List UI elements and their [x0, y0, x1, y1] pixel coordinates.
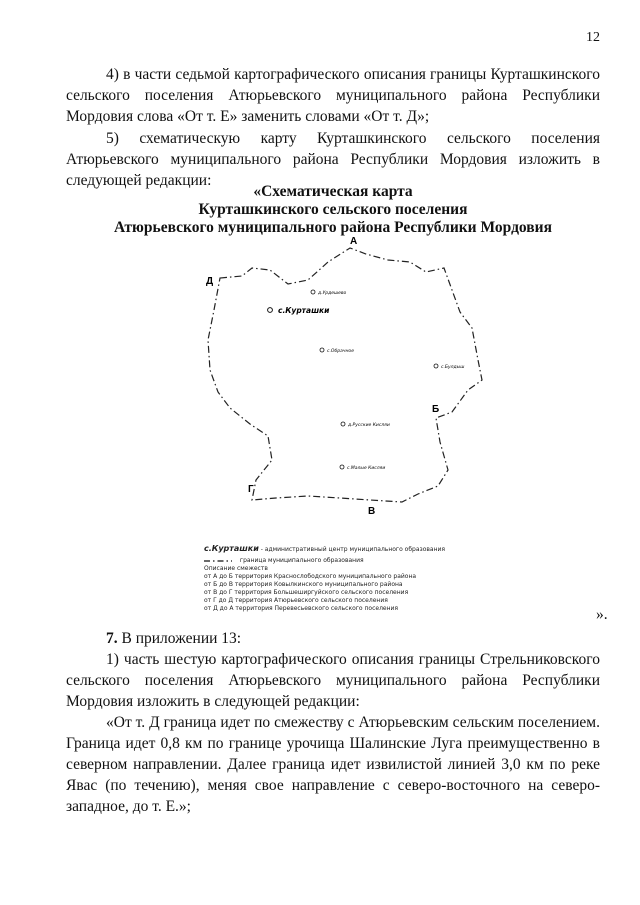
map-legend: [204, 545, 494, 613]
settlement-label: с.Малые Кисляи: [347, 466, 386, 471]
legend-center-desc: - административный центр муниципального образования: [258, 546, 446, 553]
boundary-symbol-icon: [204, 558, 232, 564]
settlement-marker: [340, 465, 344, 469]
legend-adjacency-item: от А до Б территория Краснослободского муниципального района: [204, 573, 417, 580]
point-g: Г: [248, 484, 254, 495]
section-7-title: В приложении 13:: [117, 630, 242, 647]
admin-center-icon: [268, 308, 273, 313]
legend-boundary-desc: граница муниципального образования: [239, 557, 364, 564]
page-number: 12: [586, 30, 600, 45]
settlement-label: д.Русские Кисляи: [348, 423, 390, 428]
map-title-line-3: Атюрьевского муниципального района Республики Мордовия: [114, 219, 552, 236]
settlement-marker: [341, 422, 345, 426]
closing-quote: ».: [596, 606, 608, 623]
section-7-heading: [66, 628, 600, 649]
map-title-line-1: «Схематическая карта: [253, 183, 413, 200]
settlement-label: с.Булдыш: [441, 365, 465, 370]
point-a: А: [350, 236, 358, 247]
paragraph-5: 5) схематическую карту Курташкинского сельского поселения Атюрьевского муниципального района Республики Мордовия изложить в следующей редакции:: [66, 130, 600, 189]
section-7-quote: «От т. Д граница идет по смежеству с Атюрьевским сельским поселением. Граница идет 0,8 км по границе урочища Шалинские Луга преимущественно в северном направлении. Далее граница идет извилистой линией 3,0 км по реке Явас (по течению), меняя свое направление с северо-восточного на северо-западное, до т. Е.»;: [66, 714, 600, 815]
settlement-marker: [320, 348, 324, 352]
legend-adjacency-item: от Д до А территория Перевесьевского сельского поселения: [204, 605, 399, 612]
section-7-item-1: 1) часть шестую картографического описания границы Стрельниковского сельского поселения Атюрьевского муниципального района Республики Мордовия изложить в следующей редакции:: [66, 651, 600, 710]
point-d: Д: [206, 276, 214, 287]
boundary-line: [208, 248, 482, 502]
center-label: с.Курташки: [278, 306, 330, 315]
legend-center-row: [204, 545, 494, 554]
settlement-marker: [434, 364, 438, 368]
settlement-marker: [311, 290, 315, 294]
legend-center-name: с.Курташки: [204, 544, 259, 553]
legend-boundary-row: [204, 557, 494, 565]
section-7-number: 7.: [106, 630, 118, 647]
settlement-label: с.Обрачное: [327, 349, 354, 354]
paragraph-4: 4) в части седьмой картографического описания границы Курташкинского сельского поселения Атюрьевского муниципального района Республики Мордовия слова «От т. Е» заменить словами «От т. Д»;: [66, 66, 600, 125]
settlement-label: д.Урдешево: [318, 291, 347, 296]
point-v: В: [368, 506, 376, 517]
legend-adjacency-item: от В до Г территория Большеширгуйского сельского поселения: [204, 589, 409, 596]
point-b: Б: [432, 404, 440, 415]
settlement-map: [190, 232, 500, 532]
legend-adjacency-item: от Б до В территория Ковылкинского муниципального района: [204, 581, 403, 588]
map-title-line-2: Курташкинского сельского поселения: [198, 201, 468, 218]
legend-adjacency-header: Описание смежеств: [204, 565, 268, 572]
legend-adjacency-item: от Г до Д территория Атюрьевского сельского поселения: [204, 597, 388, 604]
